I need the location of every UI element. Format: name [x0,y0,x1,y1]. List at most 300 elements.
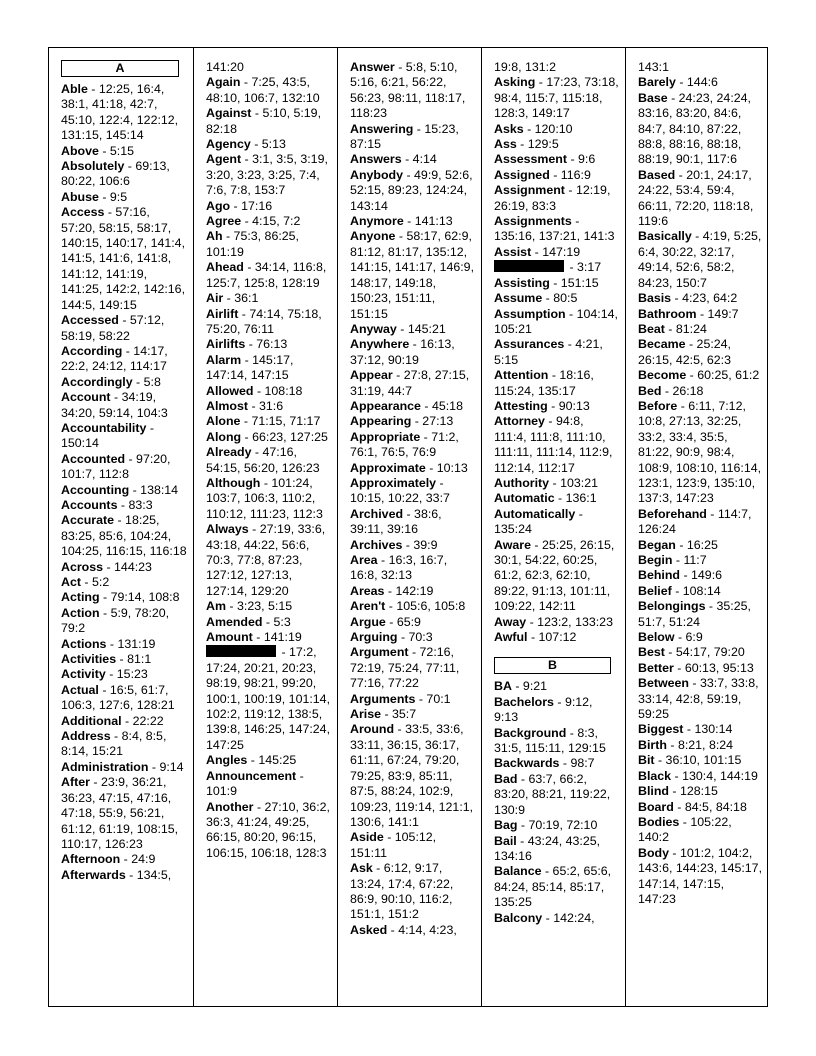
index-entry: Almost - 31:6 [206,398,284,413]
index-term: Account [61,390,111,405]
page-line-refs: 9:5 [109,189,128,204]
index-term: Act [61,575,81,589]
index-entry: Activities - 81:1 [61,652,152,667]
index-entry: Along - 66:23, 127:25 [206,429,328,444]
page-line-refs: 5:15 [109,143,135,158]
index-term: Assume [494,291,543,306]
index-entry: Accessed - 57:12, 58:19, 58:22 [61,313,165,343]
page-line-refs: 142:19 [395,583,434,598]
page-line-refs: 66:23, 127:25 [252,429,328,444]
index-entry: Balance - 65:2, 65:6, 84:24, 85:14, 85:17, 135:25 [494,864,612,910]
index-entry: Awful - 107:12 [494,630,577,645]
index-entry: Air - 36:1 [206,291,259,306]
page-line-refs: 25:24, 26:15, 42:5, 62:3 [638,337,732,367]
page-line-refs: 36:10, 101:15 [665,753,742,768]
index-entry: - 17:2, 17:24, 20:21, 20:23, 98:19, 98:21, 99:20, 100:1, 100:19, 101:14, 102:2, 119:12, 138:5, 139:8, 146:25, 147:24, 147:25 [206,645,331,752]
page-line-refs: 129:5 [527,137,559,152]
index-entry: Against - 5:10, 5:19, 82:18 [206,106,322,136]
page-line-refs: 34:19, 34:20, 59:14, 104:3 [61,390,168,420]
index-entry [494,60,619,75]
index-term: Based [638,167,676,182]
index-term: Argument [350,645,409,660]
page-line-refs: 33:7, 33:8, 33:14, 42:8, 59:19, 59:25 [638,676,759,722]
page-line-refs: 116:9 [560,167,591,182]
page-line-refs: 24:23, 24:24, 83:16, 83:20, 84:6, 84:7, 84:10, 87:22, 88:8, 88:16, 88:18, 88:19, 90:1, 117:6 [638,90,751,167]
index-entry: Another - 27:10, 36:2, 36:3, 41:24, 49:25, 66:15, 80:20, 96:15, 106:15, 106:18, 128:3 [206,799,330,860]
page-line-refs: 38:6, 39:11, 39:16 [350,506,442,537]
index-entry: Bed - 26:18 [638,383,704,398]
index-entry: Announcement - 101:9 [206,768,304,799]
index-term: Assisting [494,275,550,290]
page-line-refs: 17:23, 73:18, 98:4, 115:7, 115:18, 128:3, 149:17 [494,75,619,121]
page-line-refs: 142:24, [553,910,595,925]
index-term: Argue [350,614,386,629]
index-term: Assigned [494,167,550,182]
page-line-refs: 134:5, [136,867,172,882]
index-entry: Background - 8:3, 31:5, 115:11, 129:15 [494,725,606,756]
page-line-refs: 76:13 [256,337,288,352]
index-term: Always [206,522,249,537]
index-term: Basically [638,229,692,244]
page-line-refs: 33:5, 33:6, 33:11, 36:15, 36:17, 61:11, 67:24, 79:20, 79:25, 83:9, 85:11, 87:5, 88:24, 102:9, 109:23, 119:14, 121:1, 130:6, 141:1 [350,722,474,829]
index-entry: Afterwards - 134:5, [61,867,172,882]
index-entry: Basis - 4:23, 64:2 [638,291,738,306]
index-entry: Became - 25:24, 26:15, 42:5, 62:3 [638,337,732,367]
page-line-refs: 7:25, 43:5, 48:10, 106:7, 132:10 [206,75,320,105]
index-term: Ago [206,198,231,213]
index-term: Ah [206,229,223,244]
index-term: According [61,343,123,358]
index-term: Access [61,205,105,220]
index-term: Acting [61,590,100,605]
page-line-refs: 22:22 [132,713,164,728]
page-line-refs: 105:6, 105:8 [396,599,466,614]
index-term: Background [494,725,567,740]
index-term: Arise [350,707,381,722]
index-entry: Argue - 65:9 [350,614,421,629]
index-entry: Although - 101:24, 103:7, 106:3, 110:2, 110:12, 111:23, 112:3 [206,475,323,521]
index-entry: Already - 47:16, 54:15, 56:20, 126:23 [206,445,320,475]
index-term: Balcony [494,910,543,925]
index-entry: Abuse - 9:5 [61,189,128,204]
index-entry: Automatic - 136:1 [494,491,597,506]
index-term: Backwards [494,756,560,771]
page-line-refs: 47:16, 54:15, 56:20, 126:23 [206,445,320,475]
page-line-refs: 4:15, 7:2 [252,214,301,229]
index-term: Away [494,614,527,629]
page-line-refs: 65:9 [396,614,421,629]
index-term: Best [638,645,665,660]
index-entry: Balcony - 142:24, [494,910,595,925]
index-entry: Again - 7:25, 43:5, 48:10, 106:7, 132:10 [206,75,320,105]
index-entry: Assignment - 12:19, 26:19, 83:3 [494,183,611,213]
index-entry: Amount - 141:19 [206,630,302,645]
index-term: Answering [350,121,414,136]
index-term: Arguments [350,691,416,706]
index-entry: Anybody - 49:9, 52:6, 52:15, 89:23, 124:24, 143:14 [350,167,473,213]
index-term: Abuse [61,189,99,204]
page-line-refs: 5:2 [91,575,110,589]
index-entry: Asked - 4:14, 4:23, [350,922,457,937]
page-line-refs: 114:7, 126:24 [638,506,752,537]
index-term: Assurances [494,337,565,352]
page-line-refs: 130:4, 144:19 [682,768,758,783]
page-line-refs: 5:13 [261,137,286,152]
index-term: Between [638,676,689,691]
index-entry: Began - 16:25 [638,537,718,552]
index-entry: Board - 84:5, 84:18 [638,799,747,814]
page-line-refs: 71:2, 76:1, 76:5, 76:9 [350,429,459,460]
index-term: Afterwards [61,867,126,882]
page-line-refs: 151:15 [560,275,599,290]
index-entry: Actions - 131:19 [61,636,156,651]
index-term: Again [206,75,241,90]
index-entry: Ask - 6:12, 9:17, 13:24, 17:4, 67:22, 86:9, 90:10, 116:2, 151:1, 151:2 [350,861,454,922]
page-line-refs: 3:23, 5:15 [236,599,293,614]
page-line-refs: 16:3, 16:7, 16:8, 32:13 [350,553,448,583]
index-term: Attesting [494,398,548,413]
index-term: Answer [350,60,395,74]
page-line-refs: 70:19, 72:10 [528,818,598,833]
page-line-refs: 131:19 [117,636,156,651]
index-term: Along [206,429,242,444]
page-line-refs: 75:3, 86:25, 101:19 [206,229,299,259]
index-entry: Base - 24:23, 24:24, 83:16, 83:20, 84:6, 84:7, 84:10, 87:22, 88:8, 88:16, 88:18, 88:19, 90:1, 117:6 [638,90,751,167]
index-term: Before [638,398,678,413]
index-term: Become [638,368,687,383]
page-line-refs: 35:25, 51:7, 51:24 [638,599,751,629]
index-term: Although [206,475,261,490]
index-entry: Bodies - 105:22, 140:2 [638,814,732,845]
page-line-refs: 11:7 [683,553,707,567]
index-entry: Anywhere - 16:13, 37:12, 90:19 [350,337,455,367]
page-line-refs: 71:15, 71:17 [251,414,321,429]
index-entry: After - 23:9, 36:21, 36:23, 47:15, 47:16, 47:18, 55:9, 56:21, 61:12, 61:19, 108:15, 110:17, 126:23 [61,775,179,851]
index-entry: Across - 144:23 [61,559,152,574]
page-line-refs: 84:5, 84:18 [684,799,747,814]
index-term: Automatic [494,491,555,506]
index-entry: Agent - 3:1, 3:5, 3:19, 3:20, 3:23, 3:25, 7:4, 7:6, 7:8, 153:7 [206,152,328,198]
index-term: Area [350,553,378,567]
index-entry: Appearing - 27:13 [350,414,454,429]
page-line-refs: 60:25, 61:2 [697,368,760,383]
index-column-5 [625,48,769,1006]
index-term: Blind [638,784,669,799]
index-entry: Attesting - 90:13 [494,398,590,413]
index-entry: Around - 33:5, 33:6, 33:11, 36:15, 36:17, 61:11, 67:24, 79:20, 79:25, 83:9, 85:11, 87:5, 88:24, 102:9, 109:23, 119:14, 121:1, 130:6, 141:1 [350,722,474,829]
index-term: Alone [206,414,241,429]
index-term: Activities [61,652,117,667]
index-term: Better [638,660,674,675]
index-entry: Approximately - 10:15, 10:22, 33:7 [350,475,450,506]
redaction-bar [494,260,564,272]
index-term: Attorney [494,414,545,429]
index-term: Automatically [494,506,576,521]
page-line-refs: 23:9, 36:21, 36:23, 47:15, 47:16, 47:18, 55:9, 56:21, 61:12, 61:19, 108:15, 110:17, 126:23 [61,775,179,851]
page-line-refs: 145:17, 147:14, 147:15 [206,352,294,383]
index-entry: Black - 130:4, 144:19 [638,768,758,783]
page-line-refs: 135:16, 137:21, 141:3 [494,229,615,244]
index-term: Angles [206,753,248,768]
index-term: Announcement [206,768,297,783]
index-entry: Between - 33:7, 33:8, 33:14, 42:8, 59:19, 59:25 [638,676,759,722]
index-term: Am [206,599,226,614]
index-term: Another [206,799,254,814]
page-line-refs: 141:13 [414,214,453,229]
index-entry: Appearance - 45:18 [350,398,463,413]
index-term: Barely [638,75,676,90]
index-entry: Assisting - 151:15 [494,275,599,290]
page-line-refs: 130:14 [694,722,733,737]
index-entry: Archives - 39:9 [350,537,438,552]
page-line-refs: 14:17, 22:2, 24:12, 114:17 [61,343,168,374]
index-term: Areas [350,583,385,598]
index-term: Activity [61,667,106,682]
index-entry: Archived - 38:6, 39:11, 39:16 [350,506,442,537]
index-entry: Activity - 15:23 [61,667,148,682]
index-term: Agent [206,152,242,167]
index-term: Behind [638,568,680,583]
index-entry: Bachelors - 9:12, 9:13 [494,694,593,725]
page-line-refs: 27:19, 33:6, 43:18, 44:22, 56:6, 70:3, 77:8, 87:23, 127:12, 127:13, 127:14, 129:20 [206,522,326,598]
index-term: Anymore [350,214,404,229]
page-line-refs: 79:14, 108:8 [110,590,180,605]
index-term: Aside [350,830,384,845]
page-line-refs: 149:7 [707,306,739,321]
index-entry: Better - 60:13, 95:13 [638,660,754,675]
index-entry: Begin - 11:7 [638,553,707,567]
index-term: Began [638,537,676,552]
index-entry: Beforehand - 114:7, 126:24 [638,506,752,537]
index-entry: Arguing - 70:3 [350,630,433,645]
index-term: Aware [494,537,531,552]
page-line-refs: 101:2, 104:2, 143:6, 144:23, 145:17, 147:14, 147:15, 147:23 [638,845,763,906]
index-term: Airlifts [206,337,246,352]
page-line-refs: 57:12, 58:19, 58:22 [61,313,165,343]
index-entry: Administration - 9:14 [61,759,184,774]
index-term: Assumption [494,306,566,321]
page-line-refs: 9:14 [159,759,184,774]
index-entry: Absolutely - 69:13, 80:22, 106:6 [61,159,170,189]
index-term: Asked [350,922,388,937]
index-entry: Approximate - 10:13 [350,460,468,475]
index-entry: Arguments - 70:1 [350,691,451,706]
page-line-refs: 10:13 [436,460,468,475]
page-line-refs: 18:16, 115:24, 135:17 [494,368,594,398]
index-term: Agency [206,137,251,152]
index-entry: Accountability - 150:14 [61,420,154,451]
page-line-refs: 39:9 [413,537,438,552]
index-term: Ass [494,137,517,152]
index-entry: Attention - 18:16, 115:24, 135:17 [494,368,594,398]
index-entry: Ah - 75:3, 86:25, 101:19 [206,229,299,259]
index-entry: Am - 3:23, 5:15 [206,599,293,614]
index-term: Anybody [350,167,404,182]
index-entry: According - 14:17, 22:2, 24:12, 114:17 [61,343,168,374]
index-entry: Actual - 16:5, 61:7, 106:3, 127:6, 128:21 [61,682,175,713]
index-term: Approximate [350,460,426,475]
index-entry [638,60,763,75]
page-line-refs: 143:1 [638,60,670,74]
index-term: Accessed [61,313,119,328]
index-term: Air [206,291,224,306]
index-term: Accurate [61,513,115,528]
index-entry: Airlift - 74:14, 75:18, 75:20, 76:11 [206,306,322,336]
page-line-refs: 16:13, 37:12, 90:19 [350,337,455,367]
index-entry: Acting - 79:14, 108:8 [61,590,180,605]
index-term: Assignments [494,214,572,229]
index-column-3 [337,48,481,1006]
page-line-refs: 128:15 [680,784,718,799]
index-term: Absolutely [61,159,125,174]
page-line-refs: 4:14, 4:23, [398,922,457,937]
page-line-refs: 90:13 [558,398,590,413]
index-term: Below [638,630,675,645]
index-entry: Accurate - 18:25, 83:25, 85:6, 104:24, 104:25, 116:15, 116:18 [61,513,187,559]
page-line-refs: 6:9 [685,630,703,645]
index-term: Address [61,729,111,744]
index-entry: Anyone - 58:17, 62:9, 81:12, 81:17, 135:12, 141:15, 141:17, 146:9, 148:17, 149:18, 150:23, 151:11, 151:15 [350,229,475,321]
index-term: Belongings [638,599,706,614]
index-term: Bit [638,753,655,768]
page-line-refs: 27:13 [422,414,454,429]
page-line-refs: 10:15, 10:22, 33:7 [350,491,450,506]
page-line-refs: 57:16, 57:20, 58:15, 58:17, 140:15, 140:17, 141:4, 141:5, 141:6, 141:8, 141:12, 141:19, 141:25, 142:2, 142:16, 144:5, 149:15 [61,205,186,312]
index-entry: Amended - 5:3 [206,614,291,629]
page-line-refs: 19:8, 131:2 [494,60,557,74]
index-entry: Become - 60:25, 61:2 [638,368,760,383]
page-line-refs: 72:16, 72:19, 75:24, 77:11, 77:16, 77:22 [350,645,460,691]
page-line-refs: 69:13, 80:22, 106:6 [61,159,170,189]
index-entry: Accounting - 138:14 [61,482,179,497]
index-entry: Backwards - 98:7 [494,756,595,771]
index-entry: Based - 20:1, 24:17, 24:22, 53:4, 59:4, 66:11, 72:20, 118:18, 119:6 [638,167,754,229]
index-entry: Agency - 5:13 [206,137,286,152]
page-line-refs: 101:24, 103:7, 106:3, 110:2, 110:12, 111:23, 112:3 [206,475,323,521]
page-line-refs: 138:14 [140,482,179,497]
index-entry: Away - 123:2, 133:23 [494,614,613,629]
page-line-refs: 81:24 [675,321,707,336]
index-entry: Body - 101:2, 104:2, 143:6, 144:23, 145:17, 147:14, 147:15, 147:23 [638,845,763,906]
index-term: Body [638,845,669,860]
page-line-refs: 105:12, 151:11 [350,830,437,860]
page-line-refs: 4:14 [412,152,437,167]
index-entry: Attorney - 94:8, 111:4, 111:8, 111:10, 111:11, 111:14, 112:9, 112:14, 112:17 [494,414,613,475]
page-line-refs: 144:23 [114,559,152,574]
page-line-refs: 6:12, 9:17, 13:24, 17:4, 67:22, 86:9, 90:10, 116:2, 151:1, 151:2 [350,861,454,922]
index-term: Afternoon [61,852,121,867]
page-line-refs: 141:20 [206,60,244,74]
index-entry: Anyway - 145:21 [350,321,446,336]
page-line-refs: 150:14 [61,436,99,451]
page-line-refs: 15:23, 87:15 [350,121,459,152]
page-line-refs: 5:8 [143,374,161,389]
index-term: Ask [350,861,373,876]
index-column-2 [193,48,337,1006]
page-line-refs: 25:25, 26:15, 30:1, 54:22, 60:25, 61:2, 62:3, 62:10, 89:22, 91:13, 101:11, 109:22, 142:11 [494,537,615,614]
index-term: Appropriate [350,429,421,444]
page-line-refs: 108:18 [264,383,303,398]
index-entry: Ago - 17:16 [206,198,273,213]
page-line-refs: 20:1, 24:17, 24:22, 53:4, 59:4, 66:11, 72:20, 118:18, 119:6 [638,167,754,229]
index-entry: Answers - 4:14 [350,152,437,167]
index-term: Accountability [61,420,147,435]
index-entry: BA - 9:21 [494,679,548,694]
page-line-refs: 9:12, 9:13 [494,694,593,725]
page-line-refs: 8:3, 31:5, 115:11, 129:15 [494,725,606,756]
index-entry: Areas - 142:19 [350,583,434,598]
page-line-refs: 103:21 [560,475,598,490]
index-term: Accordingly [61,374,133,389]
index-entry: Address - 8:4, 8:5, 8:14, 15:21 [61,729,167,759]
page-line-refs: 49:9, 52:6, 52:15, 89:23, 124:24, 143:14 [350,167,473,213]
page-line-refs: 145:21 [407,321,446,336]
page-line-refs: 34:14, 116:8, 125:7, 125:8, 128:19 [206,260,327,290]
index-term: BA [494,679,512,694]
index-term: Bad [494,771,518,786]
page-line-refs: 144:6 [686,75,718,90]
index-term: Administration [61,759,149,774]
index-term: Birth [638,737,667,752]
index-term: Ahead [206,260,244,275]
index-entry: Aside - 105:12, 151:11 [350,830,437,860]
index-term: Beforehand [638,506,707,521]
index-entry: Anymore - 141:13 [350,214,453,229]
index-entry: Able - 12:25, 16:4, 38:1, 41:18, 42:7, 45:10, 122:4, 122:12, 131:15, 145:14 [61,82,179,143]
index-term: Bed [638,383,662,398]
index-term: Almost [206,398,248,413]
page-line-refs: 81:1 [127,652,152,667]
page-line-refs: 145:25 [258,753,297,768]
page-line-refs: 70:1 [426,691,451,706]
index-entry: Argument - 72:16, 72:19, 75:24, 77:11, 77:16, 77:22 [350,645,460,691]
index-entry: Bad - 63:7, 66:2, 83:20, 88:21, 119:22, 130:9 [494,771,611,817]
index-column-4 [481,48,625,1006]
page-line-refs: 141:19 [263,630,302,645]
index-term: Anyone [350,229,396,244]
page-line-refs: 5:9, 78:20, 79:2 [61,605,170,636]
page-line-refs: 58:17, 62:9, 81:12, 81:17, 135:12, 141:15, 141:17, 146:9, 148:17, 149:18, 150:23, 151:11, 151:15 [350,229,475,321]
index-term: Anywhere [350,337,410,352]
index-term: Attention [494,368,549,383]
index-term: Answers [350,152,402,167]
page-line-refs: 101:9 [206,784,238,799]
index-entry: Accounted - 97:20, 101:7, 112:8 [61,451,171,482]
index-term: Asks [494,121,524,136]
index-entry: Best - 54:17, 79:20 [638,645,745,660]
page-line-refs: 60:13, 95:13 [684,660,754,675]
index-term: Assist [494,244,532,259]
index-term: Begin [638,553,673,567]
page-line-refs: 35:7 [392,707,417,722]
page-line-refs: 9:6 [578,152,596,167]
page-line-refs: 108:14 [682,583,721,598]
page-line-refs: 15:23 [116,667,148,682]
index-term: Amended [206,614,263,629]
page-line-refs: 16:25 [686,537,718,552]
index-term: Beat [638,321,665,336]
index-entry: Area - 16:3, 16:7, 16:8, 32:13 [350,553,448,583]
page-line-refs: 5:10, 5:19, 82:18 [206,106,322,136]
index-term: Awful [494,630,528,645]
index-term: Board [638,799,674,814]
index-term: Against [206,106,252,121]
index-entry: Asks - 120:10 [494,121,573,136]
index-term: Around [350,722,395,737]
index-term: Additional [61,713,122,728]
page-line-refs: 65:2, 65:6, 84:24, 85:14, 85:17, 135:25 [494,864,612,910]
page-line-refs: 8:21, 8:24 [677,737,734,752]
